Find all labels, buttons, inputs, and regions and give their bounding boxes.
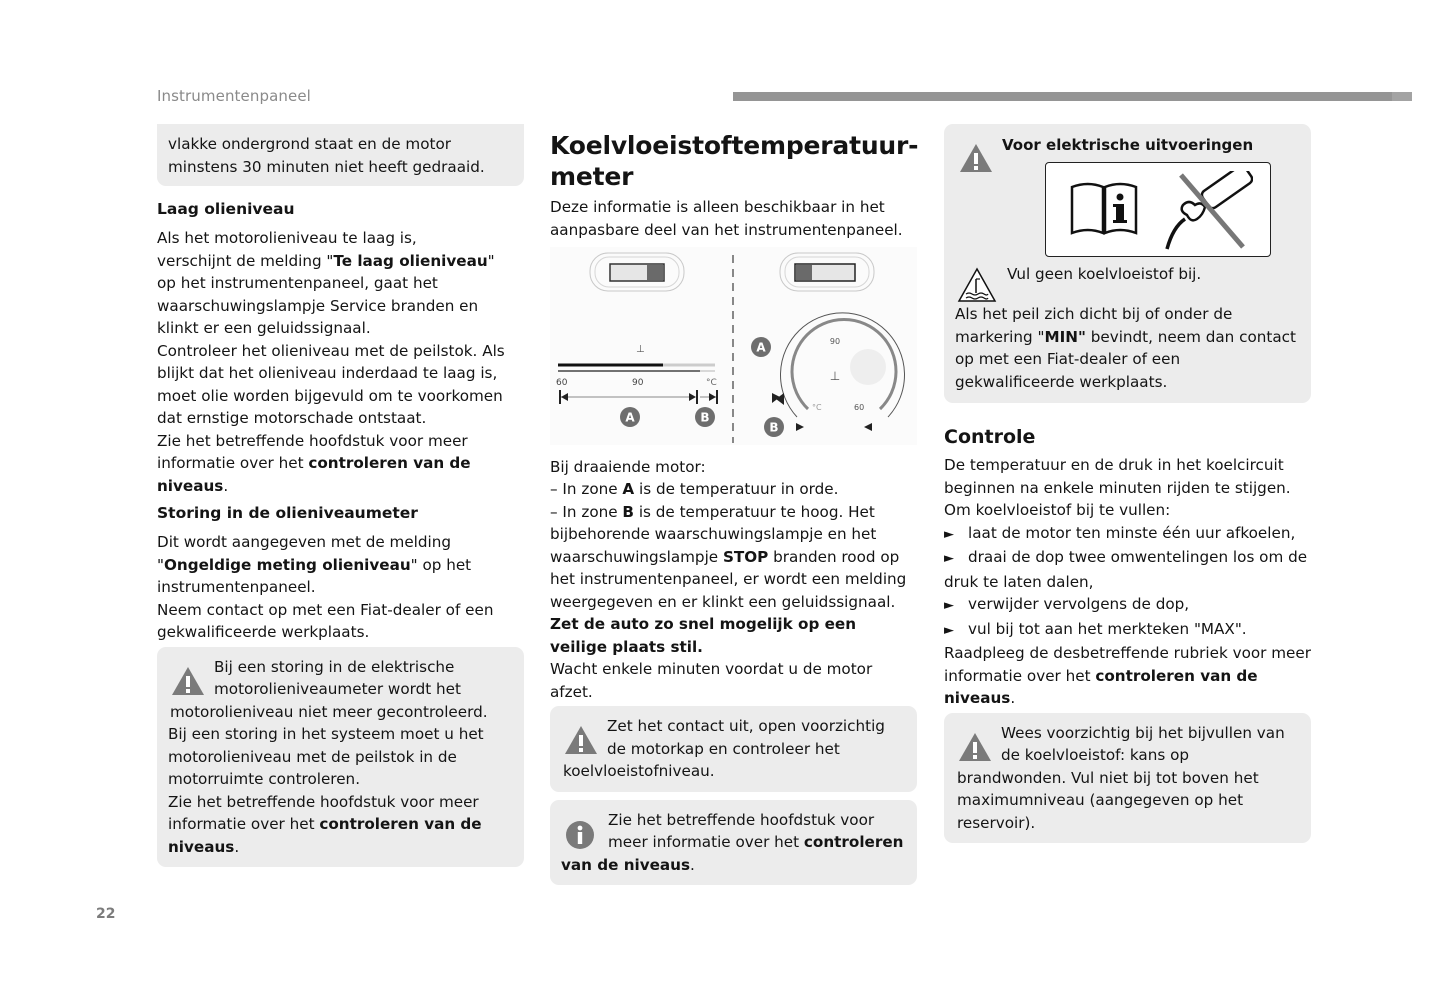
continued-note: vlakke ondergrond staat en de motor minstens 30 minuten niet heeft gedraaid.	[168, 135, 485, 176]
dipstick-paragraph: Controleer het olieniveau met de peilstok. Als blijkt dat het olieniveau inderdaad te laag is, moet olie worden bijgevuld om te voorkomen dat ernstige motorschade ontstaat.	[157, 341, 505, 427]
step-item: ► laat de motor ten minste één uur afkoelen,	[944, 522, 1311, 547]
arrow-right-icon: ►	[944, 526, 954, 542]
svg-text:90: 90	[632, 378, 644, 388]
svg-text:⊥: ⊥	[636, 344, 645, 355]
warning-triangle-icon	[959, 143, 993, 173]
step-item: ► verwijder vervolgens de dop,	[944, 593, 1311, 618]
stop-instruction: Zet de auto zo snel mogelijk op een veilige plaats stil.	[550, 615, 857, 656]
message-low-oil: Te laag olieniveau	[333, 251, 488, 270]
svg-text:A: A	[756, 340, 766, 355]
fill-intro: Om koelvloeistof bij te vullen:	[944, 501, 1171, 519]
column-3	[944, 124, 1311, 843]
see-chapter-paragraph: Zie het betreffende hoofdstuk voor meer informatie over het controleren van de niveaus.	[157, 431, 471, 495]
low-oil-heading: Laag olieniveau	[157, 200, 295, 218]
link-check-levels: controleren van de niveaus	[561, 833, 904, 874]
continued-note-box	[157, 124, 524, 186]
zone-b-line: – In zone B is de temperatuur te hoog. Het bijbehorende waarschuwingslampje en het waarschuwingslampje STOP branden rood op het instrumentenpaneel, er wordt een melding weergegeven en er klinkt een geluidssignaal.	[550, 502, 907, 611]
warning-box-coolant: Zet het contact uit, open voorzichtig de motorkap en controleer het koelvloeistofniveau.	[550, 706, 917, 792]
warning-triangle-icon	[564, 725, 598, 755]
header-bar-end	[1392, 92, 1412, 101]
column-1	[157, 124, 524, 867]
step-item: ► vul bij tot aan het merkteken "MAX".	[944, 618, 1311, 643]
warning-box-oil-meter: Bij een storing in de elektrische motorolieniveaumeter wordt het motorolieniveau niet meer gecontroleerd. Bij een storing in het systeem moet u het motorolieniveau met de peilstok in de motorruimte controleren. Zie het betreffende hoofdstuk voor meer informatie over het controleren van de niveaus.	[157, 647, 524, 868]
warning-triangle-icon	[958, 732, 992, 762]
step-item: ► draai de dop twee omwentelingen los om de druk te laten dalen,	[944, 548, 1308, 591]
check-heading: Controle	[944, 426, 1036, 448]
meter-fault-heading: Storing in de olieniveaumeter	[157, 504, 418, 522]
svg-text:60: 60	[854, 403, 865, 412]
zone-a-line: – In zone A is de temperatuur in orde.	[550, 480, 839, 498]
link-check-levels: controleren van de niveaus	[944, 666, 1258, 707]
warning-triangle-icon	[171, 666, 205, 696]
link-check-levels: controleren van de niveaus	[157, 454, 471, 495]
electric-versions-heading: Voor elektrische uitvoeringen	[1002, 136, 1254, 154]
svg-text:90: 90	[829, 337, 841, 346]
section-title: Instrumentenpaneel	[157, 87, 311, 105]
arrow-right-icon: ►	[944, 598, 954, 613]
svg-text:°C: °C	[812, 403, 822, 412]
meter-fault-paragraph: Dit wordt aangegeven met de melding "Ongeldige meting olieniveau" op het instrumentenpaneel.	[157, 533, 472, 596]
electric-versions-box	[944, 124, 1311, 403]
link-check-levels: controleren van de niveaus	[168, 815, 482, 856]
svg-text:A: A	[625, 410, 635, 425]
min-marking-paragraph: Als het peil zich dicht bij of onder de markering "MIN" bevindt, neem dan contact op met een Fiat-dealer of een gekwalificeerde werkplaats.	[955, 305, 1296, 391]
page-number: 22	[96, 906, 116, 922]
manual-info-icon	[1070, 181, 1138, 235]
svg-text:B: B	[769, 420, 779, 435]
svg-text:B: B	[700, 410, 710, 425]
message-invalid-reading: Ongeldige meting olieniveau	[164, 555, 411, 574]
consult-paragraph: Raadpleeg de desbetreffende rubriek voor meer informatie over het controleren van de niveaus.	[944, 644, 1311, 707]
svg-text:60: 60	[556, 378, 568, 388]
contact-dealer-paragraph: Neem contact op met een Fiat-dealer of een gekwalificeerde werkplaats.	[157, 600, 494, 641]
svg-text:°C: °C	[706, 378, 717, 388]
low-oil-paragraph: Als het motorolieniveau te laag is, verschijnt de melding "Te laag olieniveau" op het instrumentenpaneel, gaat het waarschuwingslampje Service branden en klinkt er een geluidssignaal.	[157, 229, 495, 337]
coolant-gauge-diagram	[550, 247, 917, 445]
warning-box-burns: Wees voorzichtig bij het bijvullen van de koelvloeistof: kans op brandwonden. Vul niet bij tot boven het maximumniveau (aangegeven op het reservoir).	[944, 713, 1311, 844]
no-fill-coolant-icon	[1161, 171, 1253, 251]
stop-label: STOP	[722, 547, 769, 566]
column-2	[550, 130, 917, 885]
coolant-temperature-warning-icon	[957, 267, 997, 303]
arrow-right-icon: ►	[944, 622, 954, 638]
wait-instruction: Wacht enkele minuten voordat u de motor afzet.	[550, 660, 873, 701]
running-engine-heading: Bij draaiende motor:	[550, 457, 706, 476]
arrow-right-icon: ►	[944, 551, 954, 566]
page-title: Koelvloeistoftemperatuur-meter	[550, 131, 919, 191]
pictogram-panel	[1045, 162, 1271, 257]
check-intro-paragraph: De temperatuur en de druk in het koelcircuit beginnen na enkele minuten rijden te stijgen.	[944, 456, 1291, 497]
no-coolant-fill-warning: Vul geen koelvloeistof bij.	[1007, 265, 1202, 283]
info-box-check-levels: Zie het betreffende hoofdstuk voor meer informatie over het controleren van de niveaus.	[550, 800, 917, 886]
header-bar	[733, 92, 1392, 101]
intro-paragraph: Deze informatie is alleen beschikbaar in het aanpasbare deel van het instrumentenpaneel.	[550, 198, 903, 239]
svg-text:⊥: ⊥	[829, 369, 841, 383]
info-circle-icon	[565, 820, 595, 850]
